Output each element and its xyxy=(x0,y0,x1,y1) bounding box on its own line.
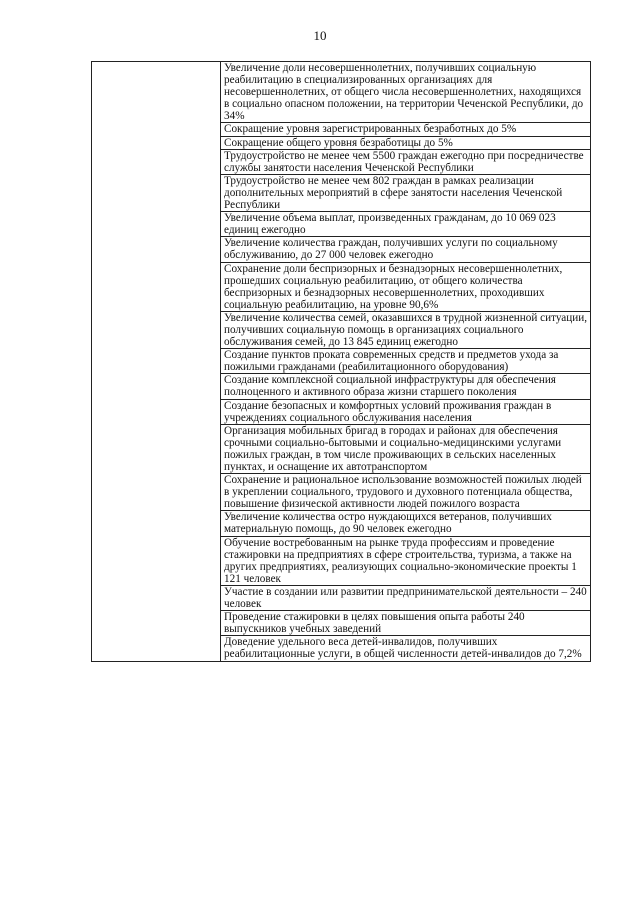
table-cell: Трудоустройство не менее чем 802 граждан в рамках реализации дополнительных мероприятий в сфере занятости населения Чеченской Республики xyxy=(221,174,591,211)
table-cell: Увеличение количества остро нуждающихся ветеранов, получивших материальную помощь, до 90 человек ежегодно xyxy=(221,511,591,536)
table-cell: Сокращение уровня зарегистрированных безработных до 5% xyxy=(221,123,591,136)
table-cell: Проведение стажировки в целях повышения опыта работы 240 выпускников учебных заведений xyxy=(221,611,591,636)
indicators-table-body xyxy=(92,62,591,662)
table-cell: Увеличение объема выплат, произведенных гражданам, до 10 069 023 единиц ежегодно xyxy=(221,212,591,237)
table-cell: Увеличение количества граждан, получивших услуги по социальному обслуживанию, до 27 000 человек ежегодно xyxy=(221,237,591,262)
table-cell: Создание комплексной социальной инфраструктуры для обеспечения полноценного и активного образа жизни старшего поколения xyxy=(221,374,591,399)
table-cell: Сохранение и рациональное использование возможностей пожилых людей в укреплении социального, трудового и духовного потенциала общества, повышение физической активности людей пожилого возраста xyxy=(221,474,591,511)
table-cell: Создание пунктов проката современных средств и предметов ухода за пожилыми гражданами (реабилитационного оборудования) xyxy=(221,349,591,374)
table-cell: Сохранение доли беспризорных и безнадзорных несовершеннолетних, прошедших социальную реабилитацию, от общего количества беспризорных и безнадзорных несовершеннолетних, проходивших социальную реабилитацию, на уровне 90,6% xyxy=(221,262,591,311)
table-cell: Обучение востребованным на рынке труда профессиям и проведение стажировки на предприятиях в сфере строительства, туризма, а также на других предприятиях, реализующих социально-экономические проекты 1 121 человек xyxy=(221,536,591,585)
table-cell: Создание безопасных и комфортных условий проживания граждан в учреждениях социального обслуживания населения xyxy=(221,399,591,424)
table-cell: Участие в создании или развитии предпринимательской деятельности – 240 человек xyxy=(221,585,591,610)
table-cell: Сокращение общего уровня безработицы до 5% xyxy=(221,136,591,149)
indicators-table xyxy=(91,61,591,662)
empty-left-column xyxy=(92,62,221,662)
table-row xyxy=(92,62,591,123)
table-cell: Доведение удельного веса детей-инвалидов, получивших реабилитационные услуги, в общей численности детей-инвалидов до 7,2% xyxy=(221,636,591,661)
table-cell: Увеличение количества семей, оказавшихся в трудной жизненной ситуации, получивших социальную помощь в организациях социального обслуживания семей, до 13 845 единиц ежегодно xyxy=(221,311,591,348)
table-cell: Увеличение доли несовершеннолетних, получивших социальную реабилитацию в специализированных организациях для несовершеннолетних, от общего числа несовершеннолетних, находящихся в социально опасном положении, на территории Чеченской Республики, до 34% xyxy=(221,62,591,123)
page-number: 10 xyxy=(313,28,327,43)
table-cell: Организация мобильных бригад в городах и районах для обеспечения срочными социально-бытовыми и социально-медицинскими услугами пожилых граждан, в том числе проживающих в сельских населенных пунктах, и оснащение их автотранспортом xyxy=(221,424,591,473)
table-cell: Трудоустройство не менее чем 5500 граждан ежегодно при посредничестве службы занятости населения Чеченской Республики xyxy=(221,149,591,174)
